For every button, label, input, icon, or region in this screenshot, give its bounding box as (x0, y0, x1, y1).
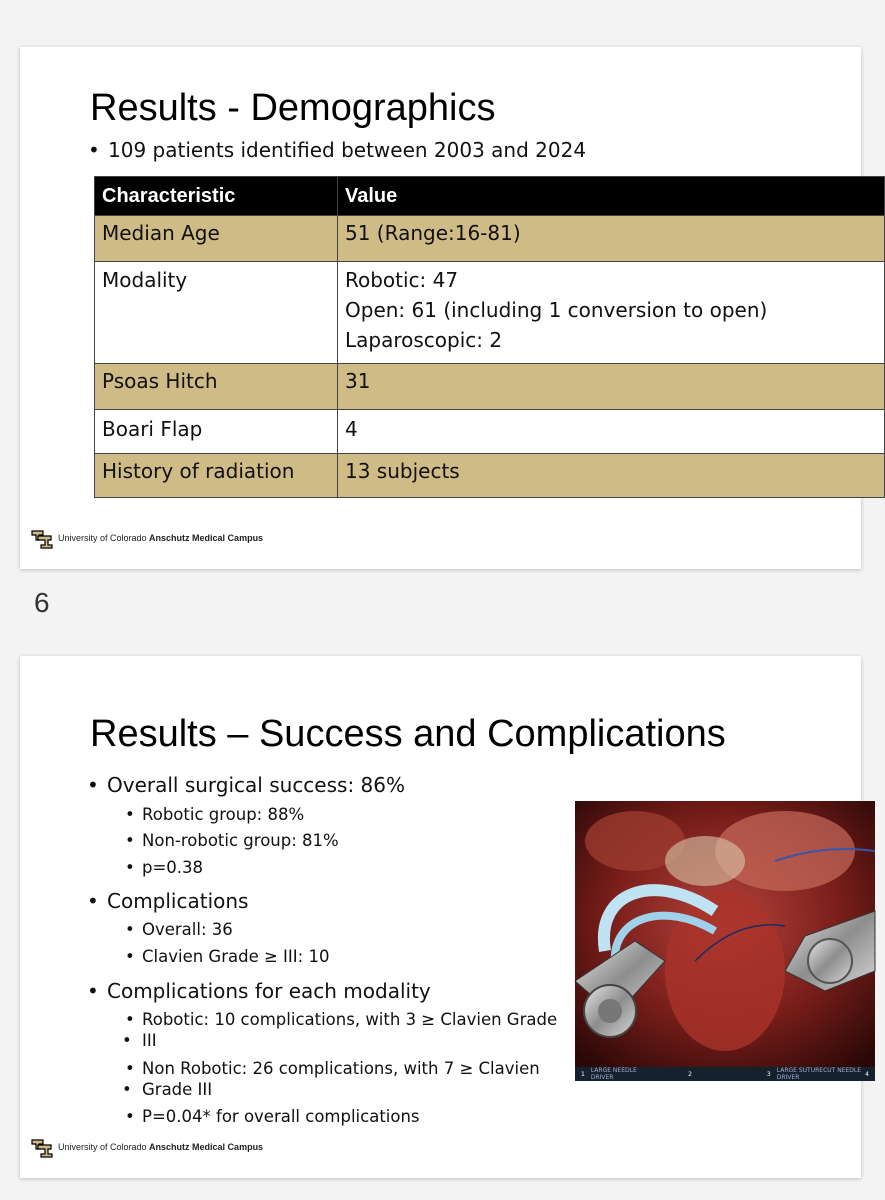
surgery-scene (575, 801, 875, 1067)
header-characteristic: Characteristic (95, 177, 338, 216)
value-line: 51 (Range:16-81) (345, 221, 521, 245)
slide-title: Results - Demographics (90, 87, 496, 129)
cell-characteristic: Median Age (95, 216, 338, 262)
footer-campus: Anschutz Medical Campus (149, 1142, 264, 1152)
table-row (95, 262, 885, 364)
cu-logo-icon (30, 1135, 54, 1159)
table-row (95, 454, 885, 498)
footer-text (58, 1142, 263, 1152)
cell-characteristic: Modality (95, 262, 338, 364)
cell-value (338, 262, 885, 364)
cell-characteristic: Boari Flap (95, 410, 338, 454)
sub-bullet: • P=0.04* for overall complications (142, 1107, 420, 1126)
sub-bullet: • Non-robotic group: 81% (142, 831, 339, 850)
cu-logo-icon (30, 526, 54, 550)
demographics-table (94, 176, 885, 498)
bullet-modality: • Complications for each modality (107, 979, 431, 1003)
sub-bullet: • Overall: 36 (142, 920, 233, 939)
cell-value (338, 216, 885, 262)
robotic-surgery-image (575, 801, 875, 1081)
cell-characteristic: History of radiation (95, 454, 338, 498)
slide-success-complications (20, 656, 869, 1178)
value-line: 13 subjects (345, 459, 460, 483)
bullet-success: • Overall surgical success: 86% (107, 773, 405, 797)
footer-university: University of Colorado (58, 1142, 150, 1152)
slide-title: Results – Success and Complications (90, 713, 726, 755)
footer-campus: Anschutz Medical Campus (149, 533, 264, 543)
value-line: Robotic: 47 (345, 268, 459, 292)
arm-number: 4 (865, 1070, 869, 1078)
slide-demographics (20, 47, 861, 569)
footer-university: University of Colorado (58, 533, 150, 543)
value-line: 4 (345, 417, 358, 441)
sub-bullet: • Non Robotic: 26 complications, with 7 ≥ Clavien (142, 1059, 540, 1078)
footer-logo (30, 1134, 263, 1160)
arm-number: 1 (581, 1070, 585, 1078)
arm-label: LARGE NEEDLE DRIVER (590, 1067, 637, 1081)
value-line: Open: 61 (including 1 conversion to open) (345, 298, 768, 322)
arm-number: 2 (688, 1070, 692, 1078)
sub-bullet: • p=0.38 (142, 858, 203, 877)
table-row (95, 410, 885, 454)
sub-bullet-continuation: • Grade III (142, 1080, 212, 1099)
cell-characteristic: Psoas Hitch (95, 364, 338, 410)
bullet-patients: • 109 patients identified between 2003 and 2024 (108, 138, 586, 162)
table-row (95, 364, 885, 410)
arm-number: 3 (766, 1070, 771, 1078)
instrument-status-bar (575, 1067, 875, 1081)
footer-logo (30, 525, 263, 551)
bullet-complications: • Complications (107, 889, 248, 913)
sub-bullet: • Robotic: 10 complications, with 3 ≥ Clavien Grade (142, 1010, 557, 1029)
footer-text (58, 533, 263, 543)
sub-bullet: • Robotic group: 88% (142, 805, 304, 824)
sub-bullet: • Clavien Grade ≥ III: 10 (142, 947, 329, 966)
cell-value (338, 454, 885, 498)
cell-value (338, 410, 885, 454)
arm-label: LARGE SUTURECUT NEEDLE DRIVER (776, 1067, 862, 1081)
cell-value (338, 364, 885, 410)
header-value: Value (338, 177, 885, 216)
page-number: 6 (34, 587, 50, 618)
value-line: Laparoscopic: 2 (345, 328, 503, 352)
table-row (95, 216, 885, 262)
value-line: 31 (345, 369, 371, 393)
sub-bullet-continuation: • III (142, 1031, 157, 1050)
